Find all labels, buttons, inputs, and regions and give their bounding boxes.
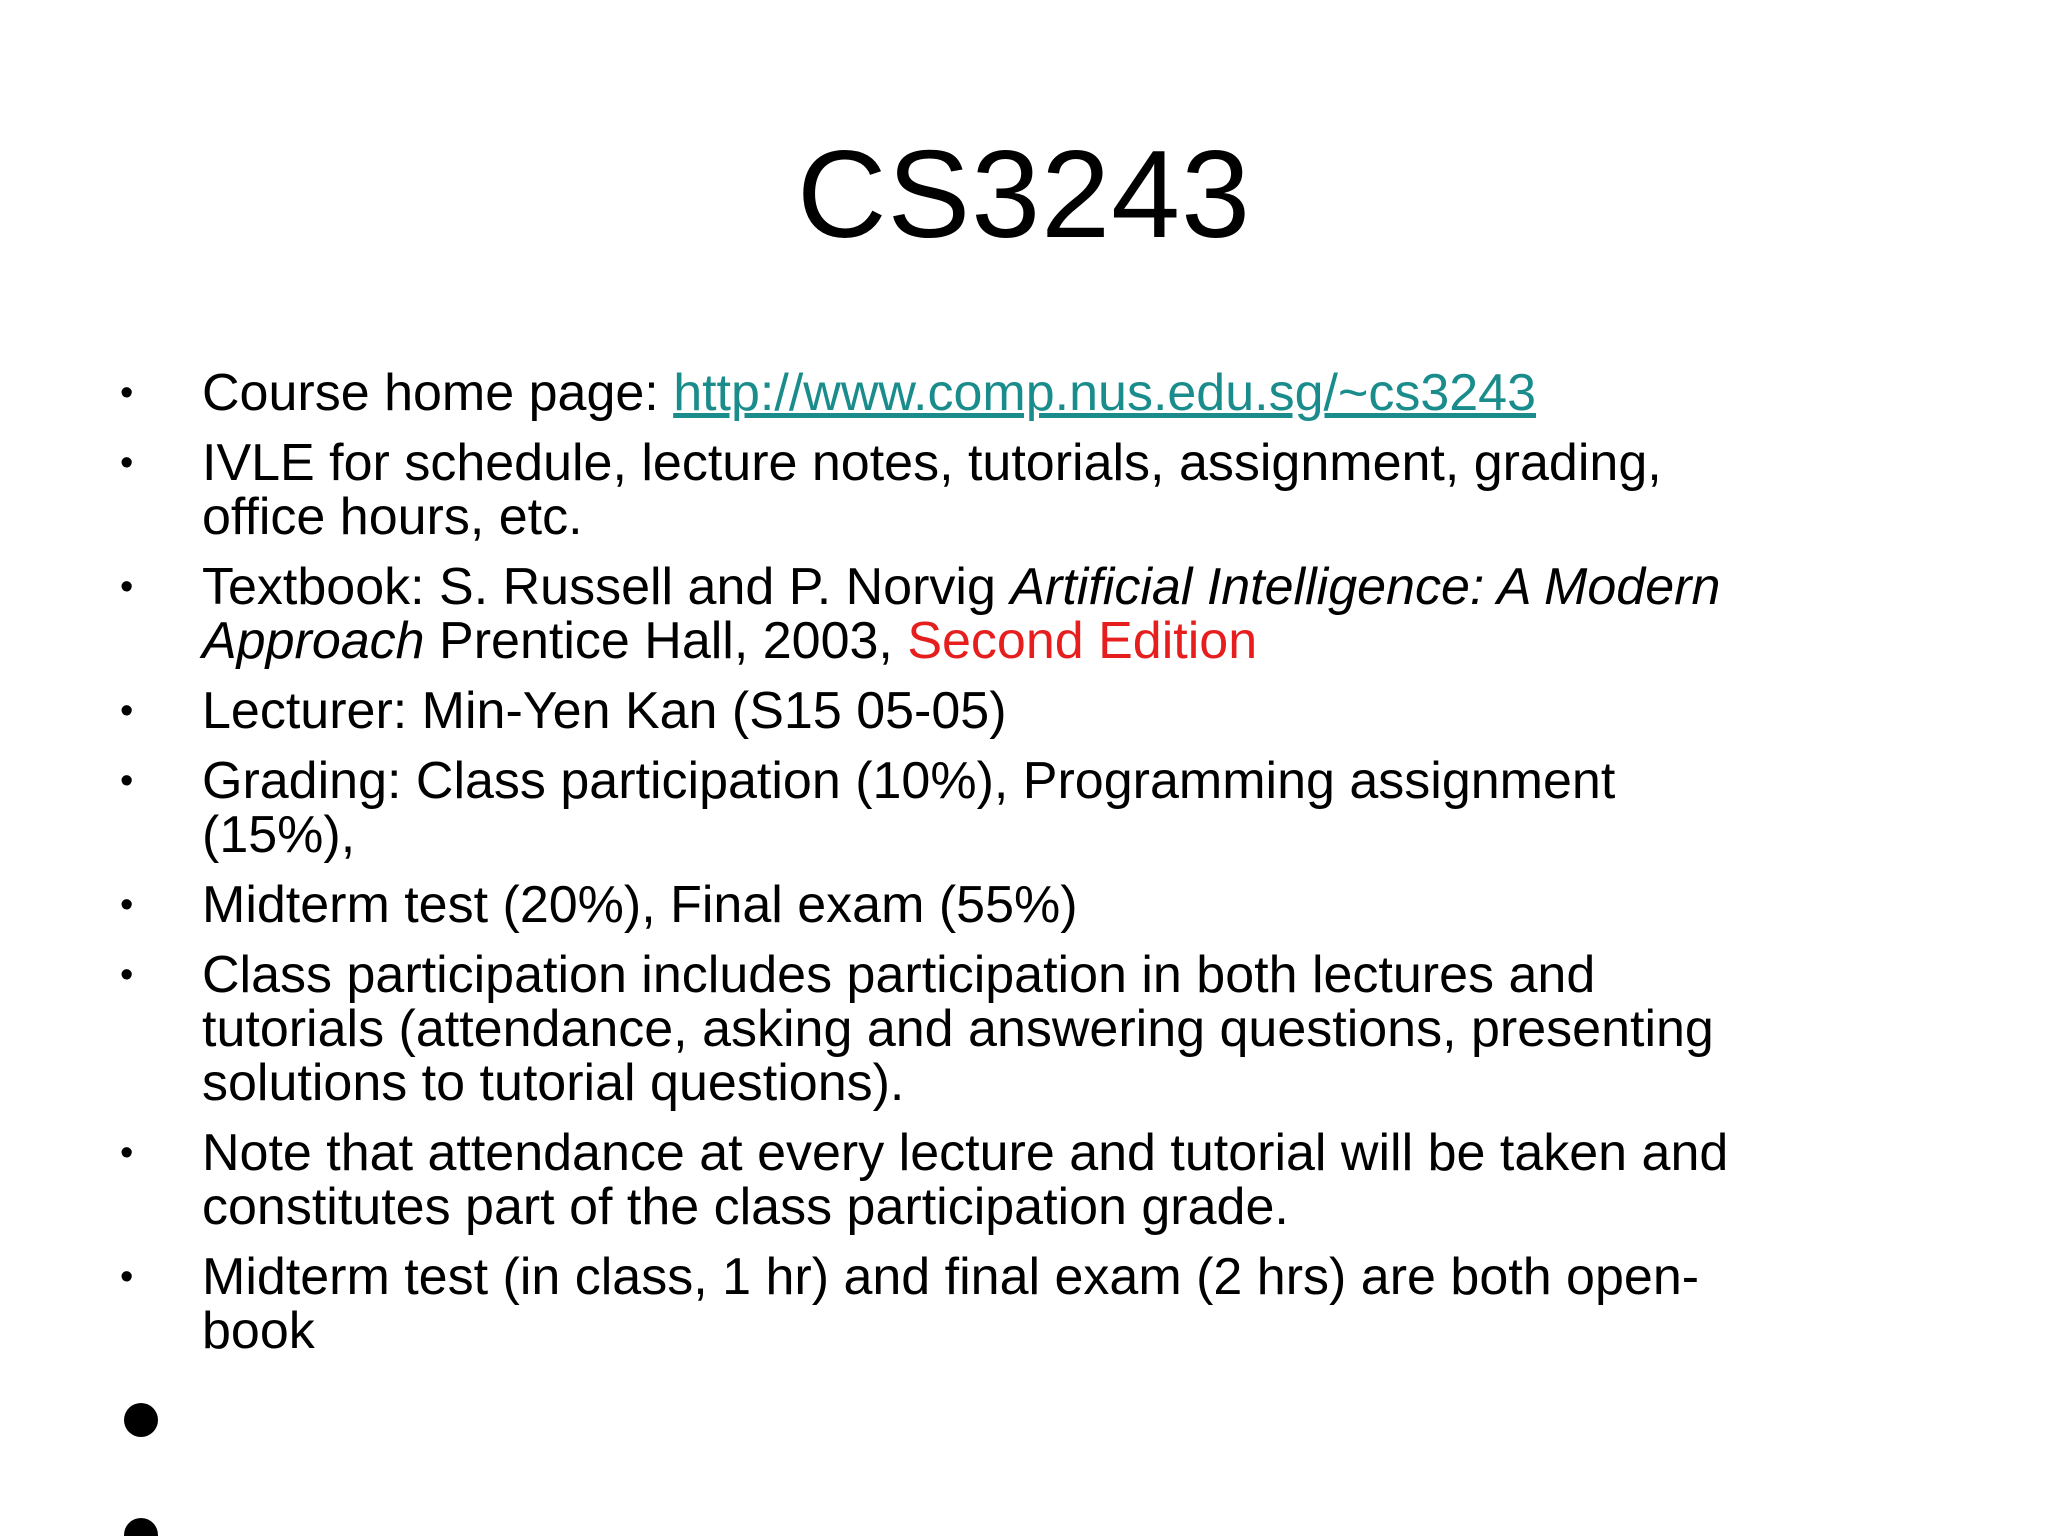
bullet-text: Prentice Hall, 2003,	[424, 612, 908, 670]
bullet-text-line: IVLE for schedule, lecture notes, tutorials, assignment, grading,	[202, 434, 1662, 492]
bullet-icon: •	[120, 566, 134, 608]
bullet-text-line: solutions to tutorial questions).	[202, 1054, 905, 1112]
bullet-icon: •	[120, 884, 134, 926]
bullet-midterm-final	[0, 878, 2048, 932]
bullet-ivle	[0, 436, 2048, 544]
bullet-icon: •	[120, 1132, 134, 1174]
bullet-text-line: Grading: Class participation (10%), Programming assignment	[202, 752, 1616, 810]
bullet-icon: •	[120, 760, 134, 802]
bullet-icon: •	[120, 442, 134, 484]
bullet-icon: •	[120, 690, 134, 732]
bullet-text-line: book	[202, 1302, 315, 1360]
bullet-icon: •	[120, 954, 134, 996]
bullet-text-line: tutorials (attendance, asking and answering questions, presenting	[202, 1000, 1714, 1058]
bullet-grading	[0, 754, 2048, 862]
bullet-course-home-page	[0, 366, 2048, 420]
bullet-text-line: office hours, etc.	[202, 488, 583, 546]
bullet-text-line: constitutes part of the class participation grade.	[202, 1178, 1289, 1236]
empty-bullet-icon	[124, 1518, 158, 1536]
book-title-cont: Approach	[202, 612, 425, 670]
bullet-icon: •	[120, 372, 134, 414]
bullet-text: Midterm test (20%), Final exam (55%)	[202, 876, 1078, 934]
bullet-text: Lecturer: Min-Yen Kan (S15 05-05)	[202, 682, 1007, 740]
bullet-attendance-note	[0, 1126, 2048, 1234]
slide-title: CS3243	[796, 126, 1252, 264]
bullet-text: Textbook: S. Russell and P. Norvig	[202, 558, 1011, 616]
bullet-text-line: Class participation includes participation in both lectures and	[202, 946, 1596, 1004]
bullet-lecturer	[0, 684, 2048, 738]
bullet-textbook	[0, 560, 2048, 668]
bullet-open-book	[0, 1250, 2048, 1358]
empty-bullet-icon	[124, 1403, 158, 1437]
edition-highlight: Second Edition	[907, 612, 1258, 670]
bullet-text: Course home page:	[202, 364, 674, 422]
course-home-page-link[interactable]: http://www.comp.nus.edu.sg/~cs3243	[673, 364, 1537, 422]
bullet-class-participation	[0, 948, 2048, 1110]
bullet-text-line: Note that attendance at every lecture and tutorial will be taken and	[202, 1124, 1729, 1182]
bullet-icon: •	[120, 1256, 134, 1298]
bullet-text-line: (15%),	[202, 806, 356, 864]
bullet-list	[0, 366, 2048, 1374]
book-title: Artificial Intelligence: A Modern	[1010, 558, 1721, 616]
bullet-text-line: Midterm test (in class, 1 hr) and final exam (2 hrs) are both open-	[202, 1248, 1700, 1306]
